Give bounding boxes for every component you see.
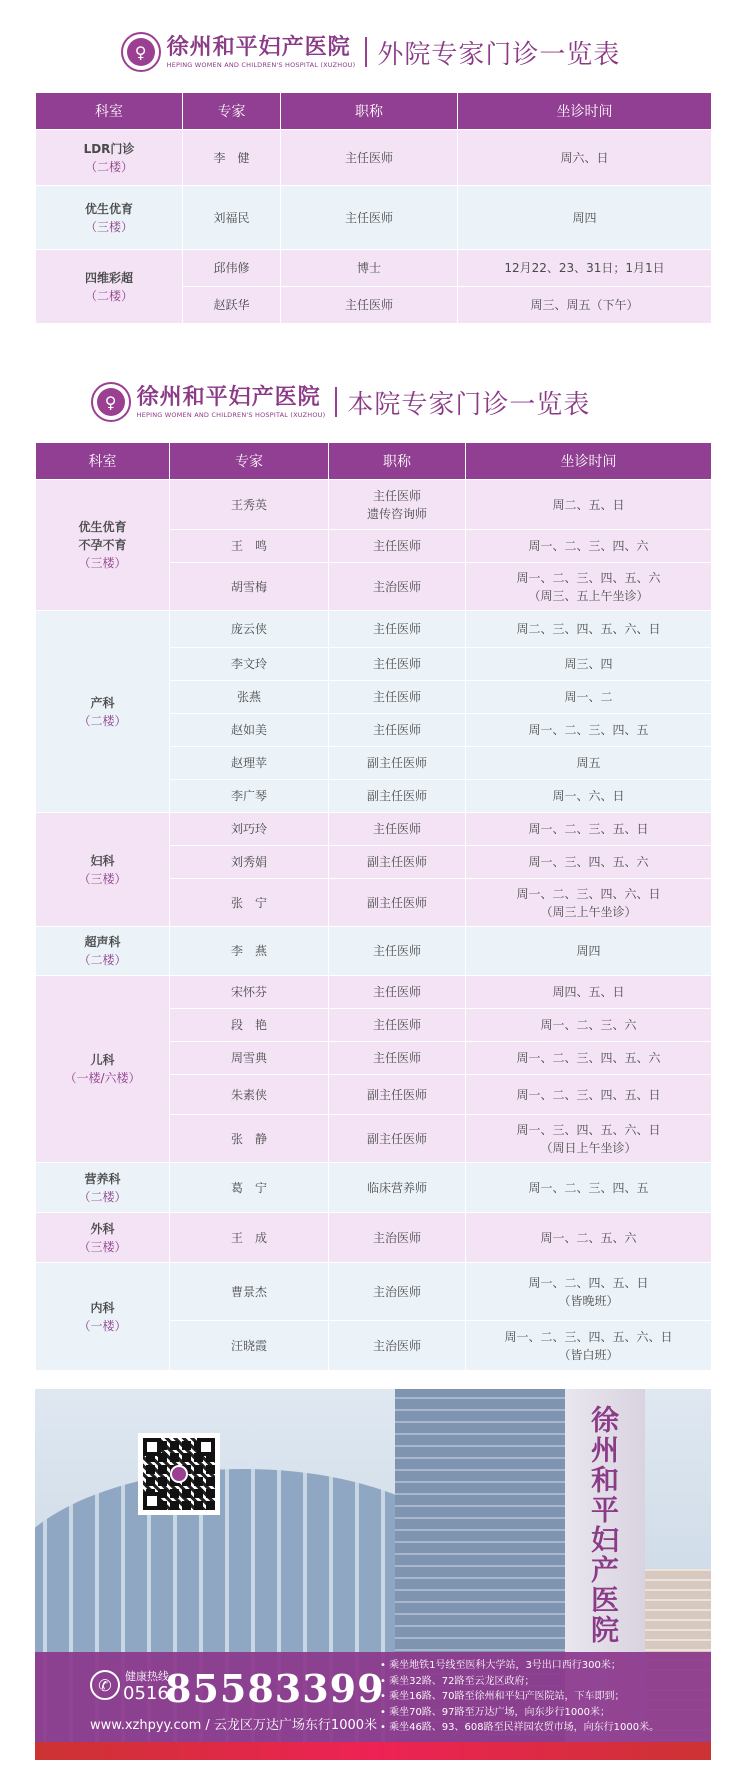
- dept-name: 优生优育: [84, 201, 133, 216]
- dept-cell: [36, 1163, 170, 1213]
- phone-icon: ✆: [90, 1670, 120, 1700]
- doctor-cell: 刘福民: [183, 186, 281, 250]
- inside-schedule-table: [35, 442, 712, 1371]
- doctor-cell: 张 宁: [170, 879, 329, 927]
- dept-cell: [36, 813, 170, 927]
- title-cell: 主任医师: [329, 1009, 466, 1042]
- doctor-cell: 赵理苹: [170, 747, 329, 780]
- dept-floor: （二楼）: [84, 288, 133, 303]
- title-cell: 主治医师: [329, 1321, 466, 1371]
- qr-code-icon: [138, 1433, 220, 1515]
- table-row: [36, 976, 712, 1009]
- dept-floor: （三楼）: [78, 871, 127, 886]
- time-cell: 周一、二、三、四、五、六、日 （皆白班）: [466, 1321, 712, 1371]
- time-cell: 周一、二、三、四、五: [466, 1163, 712, 1213]
- title-cell: 主任医师: [281, 186, 458, 250]
- doctor-cell: 段 艳: [170, 1009, 329, 1042]
- qr-pattern: [143, 1438, 215, 1510]
- title-cell: 主治医师: [329, 563, 466, 611]
- table-row: [36, 1163, 712, 1213]
- col-header-title: 职称: [281, 93, 458, 130]
- dept-name: 内科: [90, 1300, 115, 1315]
- title-cell: 主任医师: [281, 130, 458, 186]
- outside-list-title: 外院专家门诊一览表: [377, 39, 621, 70]
- time-cell: 周一、二、三、四、六: [466, 530, 712, 563]
- dept-name: 营养科: [84, 1171, 121, 1186]
- building-sign: 徐州和平妇产医院: [587, 1405, 620, 1645]
- time-cell: 周一、二、三、四、五: [466, 714, 712, 747]
- time-cell: 周一、二: [466, 681, 712, 714]
- brand-name: [167, 35, 356, 70]
- doctor-cell: 李广琴: [170, 780, 329, 813]
- bottom-strip: [35, 1742, 711, 1760]
- time-cell: 周五: [466, 747, 712, 780]
- doctor-cell: 周雪典: [170, 1042, 329, 1075]
- dept-floor: （二楼）: [78, 1189, 127, 1204]
- time-cell: 周三、周五（下午）: [458, 287, 712, 324]
- hospital-logo-icon: ♀: [121, 32, 161, 72]
- col-header-dept: 科室: [36, 93, 183, 130]
- col-header-doctor: 专家: [183, 93, 281, 130]
- title-cell: 副主任医师: [329, 747, 466, 780]
- time-cell: 周一、二、五、六: [466, 1213, 712, 1263]
- dept-floor: （三楼）: [78, 556, 127, 570]
- route-item: • 乘坐70路、97路至万达广场，向东步行1000米；: [380, 1705, 659, 1721]
- hotline-label: 健康热线: [125, 1670, 169, 1683]
- doctor-cell: 王 鸣: [170, 530, 329, 563]
- hospital-logo-icon: ♀: [91, 382, 131, 422]
- website-address: www.xzhpyy.com / 云龙区万达广场东行1000米: [90, 1718, 378, 1733]
- time-cell: 周一、二、三、五、日: [466, 813, 712, 846]
- dept-cell: [36, 611, 170, 813]
- time-cell: 周六、日: [458, 130, 712, 186]
- dept-name: 四维彩超: [84, 270, 133, 285]
- title-cell: 主任医师: [329, 813, 466, 846]
- dept-floor: （一楼/六楼）: [64, 1071, 141, 1085]
- title-cell: 主任医师: [281, 287, 458, 324]
- title-cell: 临床营养师: [329, 1163, 466, 1213]
- outside-header: [0, 22, 741, 82]
- doctor-cell: 王 成: [170, 1213, 329, 1263]
- route-item: • 乘坐地铁1号线至医科大学站，3号出口西行300米；: [380, 1658, 659, 1674]
- title-cell: 主任医师: [329, 681, 466, 714]
- dept-cell: [36, 186, 183, 250]
- time-cell: 周一、二、三、四、六、日 （周三上午坐诊）: [466, 879, 712, 927]
- doctor-cell: 张 静: [170, 1115, 329, 1163]
- qr-finder: [197, 1438, 215, 1456]
- dept-cell: [36, 250, 183, 324]
- title-cell: 副主任医师: [329, 879, 466, 927]
- outside-header-row: [36, 93, 712, 130]
- bus-routes: [380, 1658, 659, 1736]
- dept-cell: [36, 480, 170, 611]
- col-header-title: 职称: [329, 443, 466, 480]
- doctor-cell: 汪晓霞: [170, 1321, 329, 1371]
- title-cell: 博士: [281, 250, 458, 287]
- doctor-cell: 赵如美: [170, 714, 329, 747]
- doctor-cell: 刘秀娟: [170, 846, 329, 879]
- dept-name: 儿科: [90, 1053, 115, 1067]
- title-cell: 主治医师: [329, 1263, 466, 1321]
- title-cell: 副主任医师: [329, 846, 466, 879]
- table-row: [36, 927, 712, 976]
- time-cell: 12月22、23、31日；1月1日: [458, 250, 712, 287]
- title-cell: 主治医师: [329, 1213, 466, 1263]
- dept-name: 妇科: [90, 853, 115, 868]
- inside-header-row: [36, 443, 712, 480]
- time-cell: 周一、二、三、四、五、日: [466, 1075, 712, 1115]
- dept-floor: （三楼）: [84, 219, 133, 234]
- table-row: [36, 186, 712, 250]
- time-cell: 周一、二、三、四、五、六: [466, 1042, 712, 1075]
- hotline-number: 85583399: [165, 1666, 385, 1711]
- doctor-cell: 庞云侠: [170, 611, 329, 648]
- table-row: [36, 813, 712, 846]
- dept-floor: （二楼）: [84, 159, 133, 174]
- dept-floor: （二楼）: [78, 713, 127, 728]
- dept-name: 产科: [90, 695, 115, 710]
- col-header-doctor: 专家: [170, 443, 329, 480]
- brand-cn-name: 徐州和平妇产医院: [136, 384, 321, 410]
- title-cell: 主任医师 遗传咨询师: [329, 480, 466, 530]
- route-item: • 乘坐46路、93、608路至民祥园农贸市场，向东行1000米。: [380, 1720, 659, 1736]
- col-header-dept: 科室: [36, 443, 170, 480]
- table-row: [36, 480, 712, 530]
- brand-cn-name: 徐州和平妇产医院: [166, 34, 351, 60]
- inside-list-title: 本院专家门诊一览表: [347, 389, 591, 420]
- time-cell: 周一、二、四、五、日 （皆晚班）: [466, 1263, 712, 1321]
- doctor-cell: 刘巧玲: [170, 813, 329, 846]
- col-header-time: 坐诊时间: [458, 93, 712, 130]
- dept-floor: （二楼）: [78, 953, 127, 967]
- time-cell: 周四、五、日: [466, 976, 712, 1009]
- doctor-cell: 李文玲: [170, 648, 329, 681]
- col-header-time: 坐诊时间: [466, 443, 712, 480]
- route-item: • 乘坐32路、72路至云龙区政府；: [380, 1674, 659, 1690]
- brand-name: [137, 385, 326, 420]
- time-cell: 周四: [466, 927, 712, 976]
- table-row: [36, 130, 712, 186]
- time-cell: 周一、三、四、五、六、日 （周日上午坐诊）: [466, 1115, 712, 1163]
- dept-cell: [36, 976, 170, 1163]
- time-cell: 周一、二、三、四、五、六 （周三、五上午坐诊）: [466, 563, 712, 611]
- doctor-cell: 曹景杰: [170, 1263, 329, 1321]
- time-cell: 周四: [458, 186, 712, 250]
- doctor-cell: 胡雪梅: [170, 563, 329, 611]
- title-cell: 副主任医师: [329, 780, 466, 813]
- title-cell: 主任医师: [329, 976, 466, 1009]
- qr-finder: [143, 1492, 161, 1510]
- table-row: [36, 611, 712, 648]
- doctor-cell: 李 燕: [170, 927, 329, 976]
- dept-name: 外科: [90, 1221, 115, 1236]
- dept-name: LDR门诊: [83, 141, 135, 156]
- time-cell: 周二、三、四、五、六、日: [466, 611, 712, 648]
- dept-cell: [36, 130, 183, 186]
- inside-header: [0, 372, 711, 432]
- title-cell: 副主任医师: [329, 1075, 466, 1115]
- doctor-cell: 赵跃华: [183, 287, 281, 324]
- outside-schedule-table: [35, 92, 712, 324]
- doctor-cell: 张燕: [170, 681, 329, 714]
- title-cell: 主任医师: [329, 530, 466, 563]
- dept-cell: [36, 927, 170, 976]
- dept-name: 优生优育 不孕不育: [78, 520, 127, 552]
- dept-cell: [36, 1263, 170, 1371]
- title-cell: 主任医师: [329, 1042, 466, 1075]
- table-row: [36, 1213, 712, 1263]
- dept-name: 超声科: [84, 935, 121, 949]
- doctor-cell: 邱伟修: [183, 250, 281, 287]
- doctor-cell: 朱素侠: [170, 1075, 329, 1115]
- title-cell: 主任医师: [329, 611, 466, 648]
- qr-logo: [170, 1465, 188, 1483]
- title-cell: 主任医师: [329, 714, 466, 747]
- doctor-cell: 宋怀芬: [170, 976, 329, 1009]
- doctor-cell: 王秀英: [170, 480, 329, 530]
- time-cell: 周一、三、四、五、六: [466, 846, 712, 879]
- title-cell: 主任医师: [329, 927, 466, 976]
- contact-footer: [35, 1652, 711, 1742]
- table-row: [36, 250, 712, 287]
- table-row: [36, 1263, 712, 1321]
- route-item: • 乘坐16路、70路至徐州和平妇产医院站，下车即到；: [380, 1689, 659, 1705]
- brand-en-name: HEPING WOMEN AND CHILDREN'S HOSPITAL (XUZHOU): [166, 60, 356, 69]
- area-code: 0516: [123, 1683, 169, 1704]
- title-cell: 主任医师: [329, 648, 466, 681]
- dept-floor: （三楼）: [78, 1239, 127, 1254]
- qr-finder: [143, 1438, 161, 1456]
- dept-cell: [36, 1213, 170, 1263]
- time-cell: 周一、二、三、六: [466, 1009, 712, 1042]
- title-cell: 副主任医师: [329, 1115, 466, 1163]
- time-cell: 周二、五、日: [466, 480, 712, 530]
- header-divider: [335, 387, 337, 417]
- doctor-cell: 葛 宁: [170, 1163, 329, 1213]
- header-divider: [365, 37, 367, 67]
- brand-en-name: HEPING WOMEN AND CHILDREN'S HOSPITAL (XUZHOU): [136, 410, 326, 419]
- doctor-cell: 李 健: [183, 130, 281, 186]
- time-cell: 周三、四: [466, 648, 712, 681]
- time-cell: 周一、六、日: [466, 780, 712, 813]
- dept-floor: （一楼）: [78, 1318, 127, 1333]
